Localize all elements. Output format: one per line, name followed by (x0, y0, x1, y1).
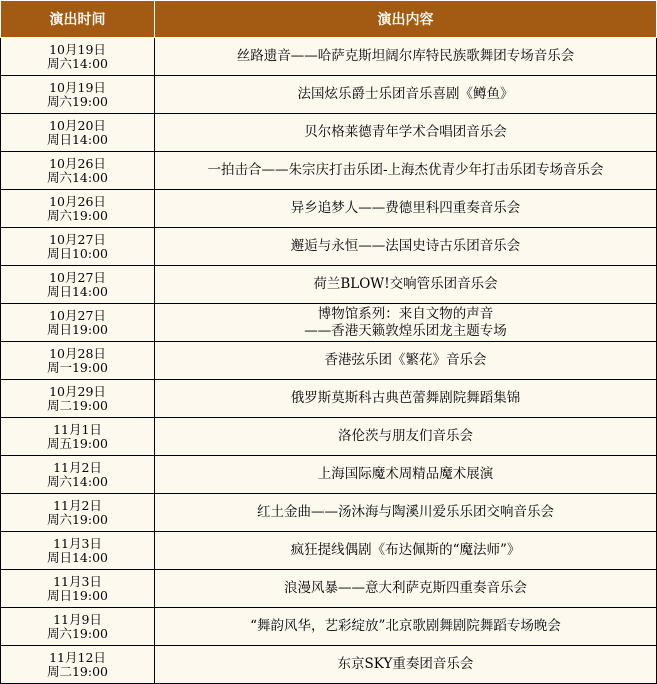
table-row (1, 76, 657, 114)
content-cell (155, 304, 657, 342)
table-row (1, 266, 657, 304)
time-cell (1, 494, 155, 532)
show-weekday-time: 周六14:00 (46, 55, 109, 71)
time-column-header: 演出时间 (1, 1, 155, 38)
show-title: 博物馆系列：来自文物的声音 (317, 305, 494, 322)
table-body (1, 38, 657, 684)
time-cell (1, 342, 155, 380)
table-row (1, 228, 657, 266)
show-weekday-time: 周日14:00 (46, 283, 109, 299)
time-cell (1, 190, 155, 228)
time-cell (1, 76, 155, 114)
show-date: 10月27日 (49, 269, 106, 285)
content-cell (155, 494, 657, 532)
show-title: “舞韵风华，艺彩绽放”北京歌剧舞剧院舞蹈专场晚会 (250, 618, 561, 634)
content-cell (155, 76, 657, 114)
content-cell (155, 38, 657, 76)
table-row (1, 380, 657, 418)
show-date: 11月3日 (53, 535, 102, 551)
table-row (1, 532, 657, 570)
table-row (1, 342, 657, 380)
time-cell (1, 114, 155, 152)
time-cell (1, 304, 155, 342)
show-weekday-time: 周二19:00 (46, 397, 109, 413)
show-weekday-time: 周一19:00 (46, 359, 109, 375)
show-weekday-time: 周六14:00 (46, 169, 109, 185)
show-title: 俄罗斯莫斯科古典芭蕾舞剧院舞蹈集锦 (290, 390, 521, 406)
show-title: 法国炫乐爵士乐团音乐喜剧《鳟鱼》 (297, 86, 514, 102)
time-cell (1, 532, 155, 570)
show-weekday-time: 周日14:00 (46, 131, 109, 147)
show-date: 10月20日 (49, 117, 106, 133)
content-cell (155, 228, 657, 266)
show-date: 11月1日 (53, 421, 102, 437)
content-cell (155, 456, 657, 494)
table-row (1, 608, 657, 646)
time-cell (1, 380, 155, 418)
show-weekday-time: 周五19:00 (46, 435, 109, 451)
content-cell (155, 532, 657, 570)
show-date: 10月27日 (49, 231, 106, 247)
content-column-header: 演出内容 (155, 1, 657, 38)
show-date: 11月3日 (53, 573, 102, 589)
time-cell (1, 266, 155, 304)
show-weekday-time: 周日14:00 (46, 549, 109, 565)
show-date: 10月26日 (49, 193, 106, 209)
show-date: 10月28日 (49, 345, 106, 361)
show-title: 一拍击合——朱宗庆打击乐团-上海杰优青少年打击乐团专场音乐会 (207, 162, 604, 178)
show-date: 11月2日 (53, 497, 102, 513)
show-date: 10月27日 (49, 307, 106, 323)
show-weekday-time: 周六19:00 (46, 207, 109, 223)
content-cell (155, 380, 657, 418)
show-weekday-time: 周日19:00 (46, 321, 109, 337)
time-cell (1, 646, 155, 684)
show-title: 荷兰BLOW!交响管乐团音乐会 (313, 276, 498, 292)
show-date: 10月19日 (49, 41, 106, 57)
show-title: 香港弦乐团《繁花》音乐会 (324, 352, 487, 368)
content-cell (155, 418, 657, 456)
show-title: 邂逅与永恒——法国史诗古乐团音乐会 (290, 238, 521, 254)
content-cell (155, 646, 657, 684)
table-row (1, 456, 657, 494)
content-cell (155, 266, 657, 304)
time-cell (1, 456, 155, 494)
show-date: 10月19日 (49, 79, 106, 95)
table-row (1, 38, 657, 76)
show-title: ——香港天籁敦煌乐团龙主题专场 (304, 322, 507, 339)
table-row (1, 494, 657, 532)
time-cell (1, 38, 155, 76)
show-weekday-time: 周二19:00 (46, 663, 109, 679)
show-title: 丝路遗音——哈萨克斯坦阔尔库特民族歌舞团专场音乐会 (236, 48, 575, 64)
show-title: 异乡追梦人——费德里科四重奏音乐会 (290, 200, 521, 216)
table-header-row (1, 1, 657, 38)
time-cell (1, 418, 155, 456)
table-row (1, 114, 657, 152)
time-cell (1, 570, 155, 608)
content-cell (155, 570, 657, 608)
content-cell (155, 114, 657, 152)
table-row (1, 570, 657, 608)
show-weekday-time: 周六19:00 (46, 511, 109, 527)
table-row (1, 152, 657, 190)
show-title: 洛伦茨与朋友们音乐会 (338, 428, 473, 444)
show-weekday-time: 周六19:00 (46, 625, 109, 641)
table-row (1, 190, 657, 228)
show-date: 11月2日 (53, 459, 102, 475)
content-cell (155, 608, 657, 646)
time-cell (1, 152, 155, 190)
show-date: 10月29日 (49, 383, 106, 399)
show-title: 浪漫风暴——意大利萨克斯四重奏音乐会 (284, 580, 527, 596)
show-title: 疯狂提线偶剧《布达佩斯的“魔法师”》 (290, 542, 521, 558)
content-cell (155, 152, 657, 190)
content-cell (155, 190, 657, 228)
show-title: 贝尔格莱德青年学术合唱团音乐会 (304, 124, 507, 140)
table-row (1, 418, 657, 456)
show-title: 上海国际魔术周精品魔术展演 (317, 466, 494, 482)
show-date: 11月12日 (49, 649, 106, 665)
show-weekday-time: 周日19:00 (46, 587, 109, 603)
show-weekday-time: 周日10:00 (46, 245, 109, 261)
time-cell (1, 228, 155, 266)
table-row (1, 304, 657, 342)
table-row (1, 646, 657, 684)
show-title: 红土金曲——汤沐海与陶溪川爱乐乐团交响音乐会 (257, 504, 554, 520)
content-cell (155, 342, 657, 380)
show-date: 11月9日 (53, 611, 102, 627)
show-weekday-time: 周六19:00 (46, 93, 109, 109)
time-cell (1, 608, 155, 646)
show-title: 东京SKY重奏团音乐会 (337, 656, 474, 672)
show-weekday-time: 周六14:00 (46, 473, 109, 489)
show-date: 10月26日 (49, 155, 106, 171)
